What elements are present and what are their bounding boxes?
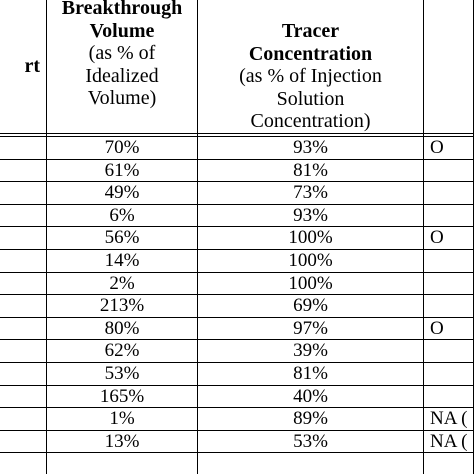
header-col0-fragment: rt bbox=[24, 55, 40, 77]
cell-breakthrough-volume: 1% bbox=[109, 408, 135, 429]
cell-note bbox=[424, 340, 474, 362]
header-line: Volume bbox=[89, 19, 155, 42]
cell-tracer-concentration: 53% bbox=[293, 431, 328, 452]
cell-breakthrough-volume: 213% bbox=[99, 295, 145, 316]
cell-note bbox=[424, 205, 474, 227]
cell-tracer-concentration: 40% bbox=[293, 386, 328, 407]
header-breakthrough-volume bbox=[47, 0, 197, 132]
cell-tracer-concentration: 39% bbox=[293, 340, 328, 361]
cell-breakthrough-volume: 70% bbox=[104, 137, 140, 158]
header-tracer-concentration bbox=[198, 20, 423, 155]
cell-tracer-concentration: 93% bbox=[293, 137, 328, 158]
cell-breakthrough-volume: 165% bbox=[99, 386, 145, 407]
cell-tracer-concentration: 97% bbox=[293, 318, 328, 339]
cell-tracer-concentration: 93% bbox=[293, 205, 328, 226]
cell-tracer-concentration: 100% bbox=[288, 227, 333, 248]
header-line: Solution bbox=[276, 87, 345, 110]
cell-breakthrough-volume: 56% bbox=[104, 227, 140, 248]
header-line: (as % of bbox=[88, 42, 156, 64]
cell-breakthrough-volume: 53% bbox=[104, 363, 140, 384]
cell-breakthrough-volume: 61% bbox=[104, 160, 140, 181]
cell-breakthrough-volume: 14% bbox=[104, 250, 140, 271]
cell-note bbox=[424, 160, 474, 182]
cell-note bbox=[424, 182, 474, 204]
cell-note bbox=[424, 295, 474, 317]
cell-note: O bbox=[430, 137, 444, 158]
cell-note: O bbox=[430, 227, 444, 248]
cell-tracer-concentration: 69% bbox=[293, 295, 328, 316]
cell-breakthrough-volume: 2% bbox=[109, 273, 135, 294]
cell-note bbox=[424, 273, 474, 295]
header-line: Idealized bbox=[85, 64, 159, 87]
header-line: Concentration bbox=[248, 42, 373, 65]
cell-tracer-concentration: 100% bbox=[288, 250, 333, 271]
cell-breakthrough-volume: 13% bbox=[104, 431, 140, 452]
cell-tracer-concentration: 73% bbox=[293, 182, 328, 203]
cell-note: O bbox=[430, 318, 444, 339]
header-separator bbox=[0, 133, 474, 134]
cell-tracer-concentration: 100% bbox=[288, 273, 333, 294]
cell-breakthrough-volume: 62% bbox=[104, 340, 140, 361]
header-line: Volume) bbox=[87, 87, 157, 109]
cell-note bbox=[424, 386, 474, 408]
header-line: (as % of Injection bbox=[239, 65, 382, 87]
cell-breakthrough-volume: 49% bbox=[104, 182, 140, 203]
cell-tracer-concentration: 81% bbox=[293, 363, 328, 384]
header-line: Tracer bbox=[281, 20, 340, 42]
cell-note bbox=[424, 363, 474, 385]
cell-note: NA ( bbox=[430, 408, 468, 429]
header-line: Breakthrough bbox=[61, 0, 183, 19]
cell-breakthrough-volume: 6% bbox=[109, 205, 135, 226]
cell-note: NA ( bbox=[430, 431, 468, 452]
cell-tracer-concentration: 81% bbox=[293, 160, 328, 181]
header-line: Concentration) bbox=[250, 110, 371, 132]
cell-tracer-concentration: 89% bbox=[293, 408, 328, 429]
cell-breakthrough-volume: 80% bbox=[104, 318, 140, 339]
cell-note bbox=[424, 250, 474, 272]
